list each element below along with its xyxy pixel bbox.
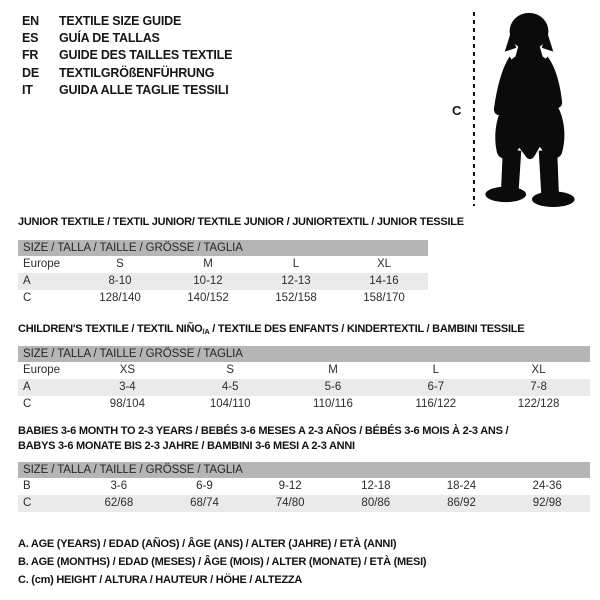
- size-cell: XL: [376, 258, 392, 270]
- height-cell: 104/110: [209, 398, 251, 410]
- height-cell: 98/104: [109, 398, 145, 410]
- language-title: GUIDE DES TAILLES TEXTILE: [59, 48, 233, 63]
- junior-size-table: [18, 240, 428, 307]
- table-row: [18, 379, 590, 396]
- size-cell: M: [328, 364, 338, 376]
- language-title: TEXTILE SIZE GUIDE: [59, 14, 182, 28]
- row-label: A: [23, 381, 31, 393]
- size-cell: S: [226, 364, 235, 376]
- table-row: [18, 495, 590, 512]
- row-label: Europe: [23, 258, 61, 270]
- toddler-silhouette-icon: [482, 8, 577, 207]
- table-header: SIZE / TALLA / TAILLE / GRÖSSE / TAGLIA: [18, 346, 590, 362]
- row-label: A: [23, 275, 31, 287]
- row-label: Europe: [23, 364, 61, 376]
- size-cell: L: [432, 364, 439, 376]
- height-cell: 140/152: [187, 292, 229, 304]
- footnote-b: B. AGE (MONTHS) / EDAD (MESES) / ÂGE (MOIS) / ALTER (MONATE) / ETÀ (MESI): [18, 556, 427, 568]
- children-title-pre: CHILDREN'S TEXTILE / TEXTIL NIÑO: [18, 323, 203, 335]
- row-label: B: [23, 480, 31, 492]
- age-cell: 18-24: [446, 480, 477, 492]
- language-title: TEXTILGRÖßENFÜHRUNG: [59, 65, 215, 80]
- table-row: [18, 290, 428, 307]
- height-cell: 80/86: [361, 497, 391, 509]
- language-title: GUIDA ALLE TAGLIE TESSILI: [59, 82, 229, 97]
- language-row: [22, 47, 232, 64]
- language-code: FR: [22, 48, 39, 63]
- age-cell: 9-12: [278, 480, 302, 492]
- age-cell: 3-4: [119, 381, 136, 393]
- age-cell: 14-16: [369, 275, 399, 287]
- age-cell: 4-5: [221, 381, 239, 393]
- height-cell: 62/68: [104, 497, 134, 509]
- language-guide: [22, 13, 232, 99]
- table-row: [18, 478, 590, 495]
- height-cell: 86/92: [447, 497, 476, 509]
- size-cell: S: [116, 258, 124, 270]
- babies-size-table: [18, 462, 590, 512]
- footnotes: [18, 535, 426, 589]
- table-header: SIZE / TALLA / TAILLE / GRÖSSE / TAGLIA: [18, 240, 428, 256]
- table-header: SIZE / TALLA / TAILLE / GRÖSSE / TAGLIA: [18, 462, 590, 478]
- footnote-c: C. (cm) HEIGHT / ALTURA / HAUTEUR / HÖHE / ALTEZZA: [18, 574, 303, 586]
- size-cell: L: [292, 258, 300, 270]
- language-title: GUÍA DE TALLAS: [59, 31, 160, 46]
- height-cell: 110/116: [313, 398, 353, 410]
- row-label: C: [23, 398, 32, 410]
- table-row: [18, 362, 590, 379]
- age-cell: 12-13: [281, 275, 311, 287]
- age-cell: 10-12: [193, 275, 223, 287]
- children-title-post: / TEXTILE DES ENFANTS / KINDERTEXTIL / BAMBINI TESSILE: [209, 323, 525, 335]
- babies-title-line2: BABYS 3-6 MONATE BIS 2-3 JAHRE / BAMBINI 3-6 MESI A 2-3 ANNI: [18, 440, 355, 452]
- height-cell: 128/140: [99, 292, 141, 304]
- language-row: [22, 13, 232, 30]
- size-cell: M: [203, 258, 213, 270]
- babies-section-title: [18, 425, 508, 454]
- language-code: DE: [22, 65, 39, 80]
- age-cell: 6-7: [427, 381, 445, 393]
- height-cell: 68/74: [190, 497, 219, 509]
- height-cell: 122/128: [517, 398, 560, 410]
- language-code: IT: [22, 82, 33, 97]
- language-row: [22, 65, 232, 82]
- height-cell: 116/122: [415, 398, 457, 410]
- language-row: [22, 30, 232, 47]
- table-row: [18, 396, 590, 413]
- height-cell: 152/158: [275, 292, 317, 304]
- age-cell: 7-8: [530, 381, 547, 393]
- row-label: C: [23, 497, 32, 509]
- age-cell: 6-9: [196, 480, 213, 492]
- age-cell: 3-6: [110, 480, 128, 492]
- age-cell: 5-6: [324, 381, 342, 393]
- height-cell: 74/80: [275, 497, 305, 509]
- children-section-title: [18, 323, 524, 338]
- height-cell: 92/98: [532, 497, 562, 509]
- height-measure-label: C: [452, 103, 462, 118]
- age-cell: 8-10: [108, 275, 132, 287]
- footnote-a: A. AGE (YEARS) / EDAD (AÑOS) / ÂGE (ANS) / ALTER (JAHRE) / ETÀ (ANNI): [18, 538, 397, 550]
- row-label: C: [23, 292, 32, 304]
- children-title-subscript: /A: [202, 327, 210, 336]
- children-size-table: [18, 346, 590, 413]
- table-row: [18, 273, 428, 290]
- height-cell: 158/170: [363, 292, 405, 304]
- age-cell: 24-36: [532, 480, 562, 492]
- junior-section-title: JUNIOR TEXTILE / TEXTIL JUNIOR/ TEXTILE JUNIOR / JUNIORTEXTIL / JUNIOR TESSILE: [18, 216, 464, 228]
- age-cell: 12-18: [361, 480, 391, 492]
- table-row: [18, 256, 428, 273]
- height-measure-dashed-line: [473, 12, 475, 206]
- language-row: [22, 82, 232, 99]
- size-cell: XL: [531, 364, 546, 376]
- language-code: EN: [22, 14, 39, 28]
- babies-title-line1: BABIES 3-6 MONTH TO 2-3 YEARS / BEBÉS 3-6 MESES A 2-3 AÑOS / BÉBÉS 3-6 MOIS À 2-3 ANS /: [18, 425, 509, 437]
- size-cell: XS: [119, 364, 136, 376]
- language-code: ES: [22, 31, 39, 46]
